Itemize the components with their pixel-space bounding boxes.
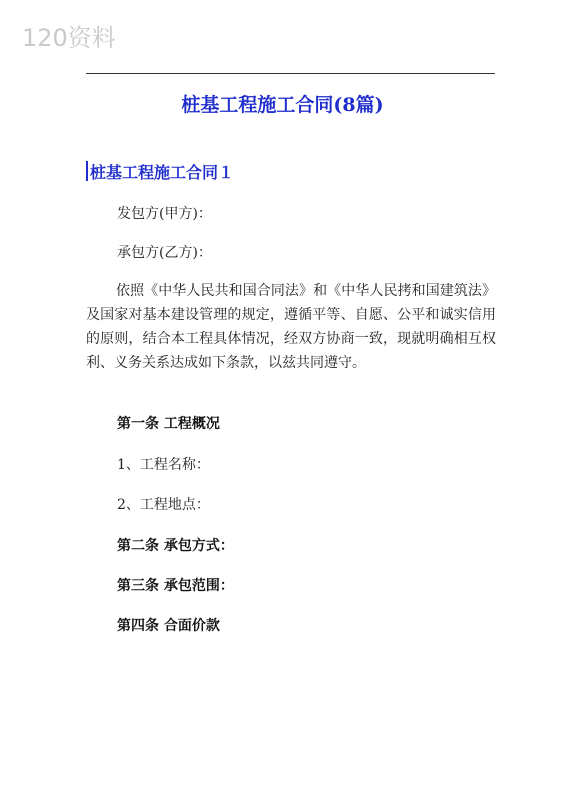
header-divider [86,73,495,74]
item-project-location: 2、工程地点： [117,497,210,513]
section-heading [86,160,234,183]
party-a-line: 发包方(甲方)： [117,206,212,222]
article-3-heading: 第三条 承包范围： [117,578,234,594]
section-heading-text: 桩基工程施工合同１ [90,163,235,182]
item-project-name: 1、工程名称： [117,457,210,473]
article-4-heading: 第四条 合面价款 [117,618,220,634]
document-title: 桩基工程施工合同(8篇) [181,94,384,116]
article-1-heading: 第一条 工程概况 [117,416,220,432]
article-2-heading: 第二条 承包方式： [117,538,234,554]
watermark-text: 120资料 [22,24,116,52]
heading-marker [86,161,88,181]
intro-paragraph: 依照《中华人民共和国合同法》和《中华人民拷和国建筑法》及国家对基本建设管理的规定，遵循平等、自愿、公平和诚实信用的原则，结合本工程具体情况，经双方协商一致，现就明确相互权利、义务关系达成如下条款，以兹共同遵守。 [86,283,496,371]
party-b-line: 承包方(乙方)： [117,245,212,261]
